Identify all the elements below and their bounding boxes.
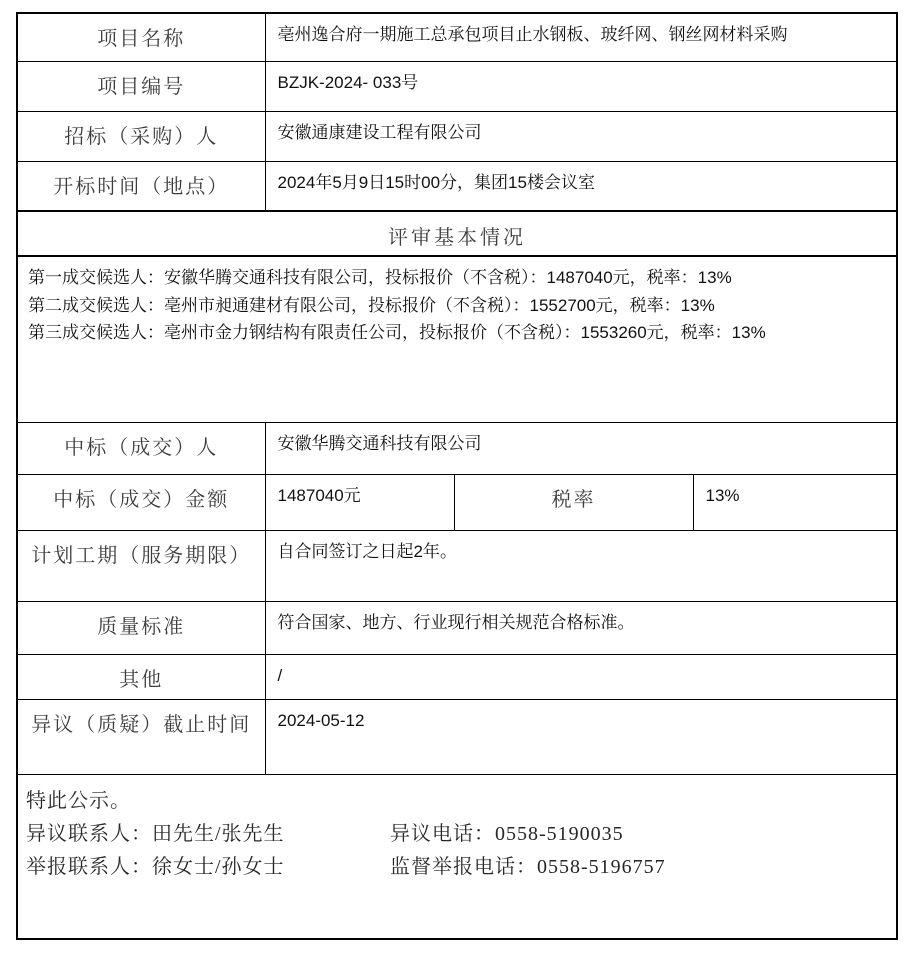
- tax-rate-label: 税率: [454, 474, 693, 530]
- objection-deadline-label: 异议（质疑）截止时间: [17, 699, 265, 774]
- row-schedule: [17, 530, 897, 601]
- other-value: /: [265, 654, 897, 699]
- objection-contact: 异议联系人：田先生/张先生: [26, 822, 285, 845]
- row-award-amount: [17, 474, 897, 530]
- footer-report-line: [26, 851, 886, 884]
- row-footer: [17, 774, 897, 939]
- review-section-title: 评审基本情况: [17, 211, 897, 256]
- tax-rate-value: 13%: [693, 474, 897, 530]
- footer-objection-line: [26, 818, 886, 851]
- bid-opening-value: 2024年5月9日15时00分，集团15楼会议室: [265, 161, 897, 211]
- winner-label: 中标（成交）人: [17, 422, 265, 474]
- other-label: 其他: [17, 654, 265, 699]
- row-quality: [17, 601, 897, 654]
- row-purchaser: [17, 111, 897, 161]
- report-contact: 举报联系人：徐女士/孙女士: [26, 855, 285, 878]
- row-project-name: [17, 13, 897, 61]
- row-bid-opening: [17, 161, 897, 211]
- award-amount-value: 1487040元: [265, 474, 454, 530]
- candidate-first: 第一成交候选人：安徽华腾交通科技有限公司，投标报价（不含税）：1487040元，税率：13%: [28, 268, 732, 287]
- objection-phone: 异议电话：0558-5190035: [390, 822, 624, 845]
- row-project-number: [17, 61, 897, 111]
- quality-label: 质量标准: [17, 601, 265, 654]
- schedule-label: 计划工期（服务期限）: [17, 530, 265, 601]
- footer-notice: 特此公示。: [26, 789, 131, 812]
- purchaser-label: 招标（采购）人: [17, 111, 265, 161]
- row-objection-deadline: [17, 699, 897, 774]
- project-number-value: BZJK-2024- 033号: [265, 61, 897, 111]
- purchaser-value: 安徽通康建设工程有限公司: [265, 111, 897, 161]
- project-name-value: 亳州逸合府一期施工总承包项目止水钢板、玻纤网、钢丝网材料采购: [265, 13, 897, 61]
- bid-opening-label: 开标时间（地点）: [17, 161, 265, 211]
- bid-award-notice-table: [16, 12, 898, 940]
- candidate-second: 第二成交候选人：亳州市昶通建材有限公司，投标报价（不含税）：1552700元，税率：13%: [28, 295, 715, 315]
- project-name-label: 项目名称: [17, 13, 265, 61]
- row-review-header: [17, 211, 897, 256]
- candidate-third: 第三成交候选人：亳州市金力钢结构有限责任公司，投标报价（不含税）：1553260元，税率：13%: [28, 323, 766, 342]
- quality-value: 符合国家、地方、行业现行相关规范合格标准。: [265, 601, 897, 654]
- row-other: [17, 654, 897, 699]
- footer-cell: [17, 774, 897, 939]
- row-candidates: [17, 256, 897, 422]
- award-amount-label: 中标（成交）金额: [17, 474, 265, 530]
- schedule-value: 自合同签订之日起2年。: [265, 530, 897, 601]
- project-number-label: 项目编号: [17, 61, 265, 111]
- candidates-cell: [17, 256, 897, 422]
- row-winner: [17, 422, 897, 474]
- objection-deadline-value: 2024-05-12: [265, 699, 897, 774]
- winner-value: 安徽华腾交通科技有限公司: [265, 422, 897, 474]
- report-phone: 监督举报电话：0558-5196757: [390, 855, 666, 878]
